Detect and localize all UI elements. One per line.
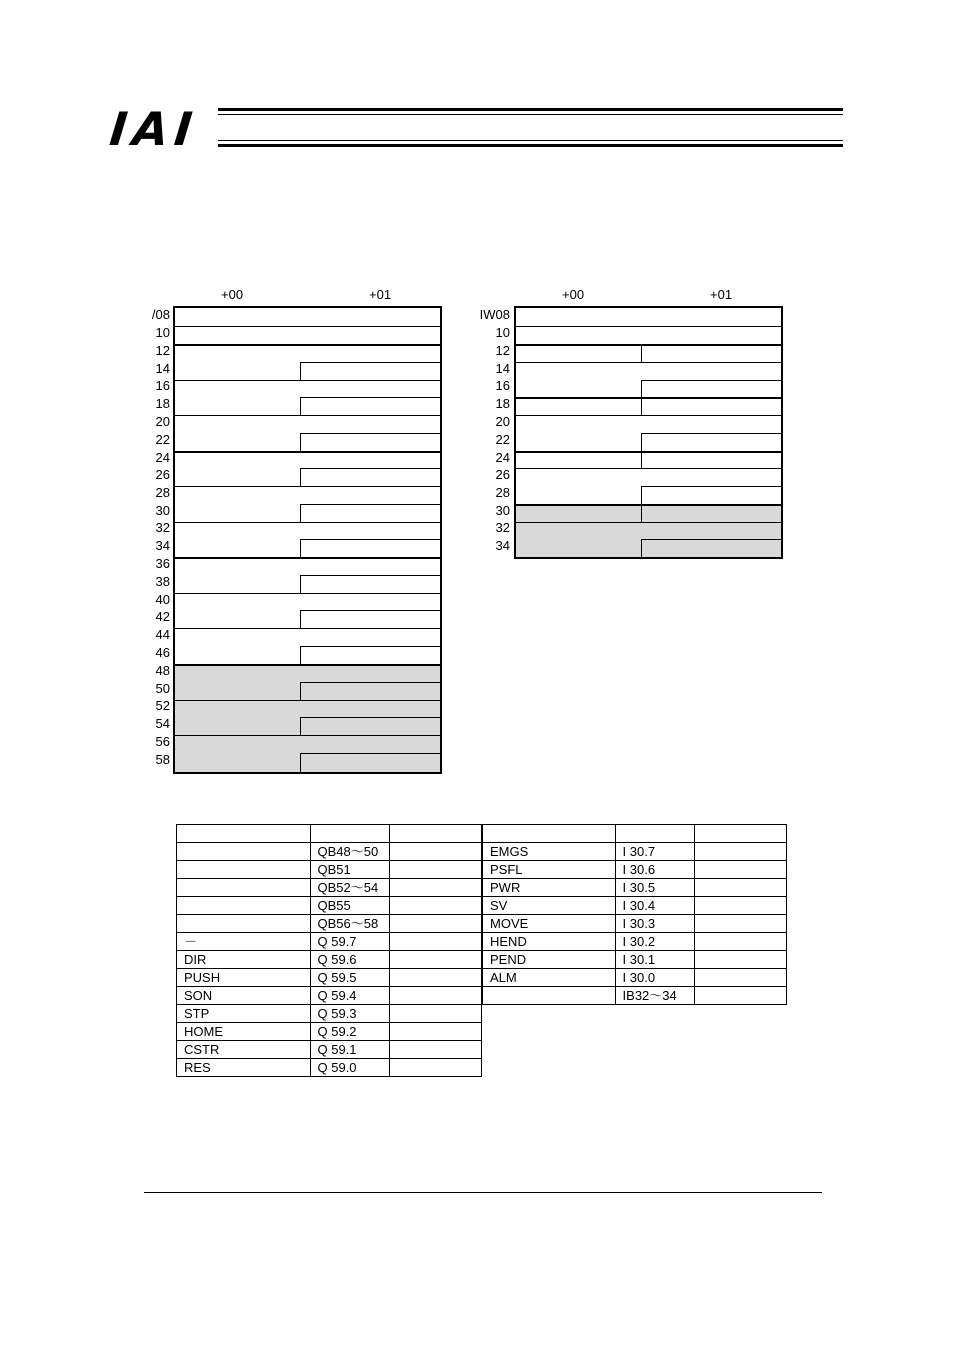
output-row-label: 56 [155, 734, 170, 749]
table-cell: ALM [483, 969, 616, 987]
output-grid-line [300, 575, 301, 593]
output-grid-line [174, 735, 440, 736]
table-cell: I 30.5 [615, 879, 695, 897]
table-cell [390, 843, 482, 861]
table-cell [390, 1059, 482, 1077]
input-row-label: 22 [495, 432, 510, 447]
output-grid-line [300, 753, 301, 772]
output-row-label: 22 [155, 432, 170, 447]
input-row-label: 20 [495, 414, 510, 429]
input-row-label: 34 [495, 538, 510, 553]
output-grid-line [300, 397, 301, 415]
output-grid-line [300, 610, 440, 611]
table-cell [695, 861, 787, 879]
table-cell [390, 1005, 482, 1023]
output-grid-line [300, 682, 301, 700]
output-row-label: 32 [155, 520, 170, 535]
output-grid-line [174, 593, 440, 594]
output-row-label: 44 [155, 627, 170, 642]
table-cell: Q 59.6 [310, 951, 390, 969]
output-row-label: 20 [155, 414, 170, 429]
table-row [483, 969, 787, 987]
output-row-label: 18 [155, 396, 170, 411]
table-row [483, 879, 787, 897]
table-cell [177, 879, 311, 897]
table-cell [695, 933, 787, 951]
input-row-label: 16 [495, 378, 510, 393]
table-row [177, 969, 482, 987]
table-cell: QB48～50 [310, 843, 390, 861]
output-row-label: 10 [155, 325, 170, 340]
table-cell [695, 987, 787, 1005]
output-grid-line [300, 433, 440, 434]
output-row-label: 42 [155, 609, 170, 624]
output-row-label: 46 [155, 645, 170, 660]
output-grid-line [174, 486, 440, 487]
input-grid-line [641, 539, 781, 540]
table-cell [390, 897, 482, 915]
output-row-label: 38 [155, 574, 170, 589]
table-cell: Q 59.1 [310, 1041, 390, 1059]
output-row-label: 36 [155, 556, 170, 571]
table-cell [695, 843, 787, 861]
output-grid-line [300, 610, 301, 628]
input-grid-line [515, 344, 781, 346]
input-grid-line [515, 504, 781, 506]
header-rule-top [218, 108, 843, 111]
table-cell [177, 897, 311, 915]
input-grid-line [641, 380, 781, 381]
table-cell: I 30.3 [615, 915, 695, 933]
output-grid-line [174, 344, 440, 346]
output-grid-line [174, 522, 440, 523]
input-grid-line [515, 415, 781, 416]
table-cell [390, 1041, 482, 1059]
input-row-label: 24 [495, 450, 510, 465]
input-grid-line [641, 380, 642, 398]
output-row-label: 28 [155, 485, 170, 500]
input-row-label: 32 [495, 520, 510, 535]
output-grid-line [174, 326, 440, 327]
table-cell [390, 951, 482, 969]
table-cell: I 30.2 [615, 933, 695, 951]
output-grid-line [174, 451, 440, 453]
input-row-label: 18 [495, 396, 510, 411]
table-row [483, 987, 787, 1005]
output-grid-line [174, 700, 440, 701]
input-grid-line [515, 468, 781, 469]
input-row-label: IW08 [479, 307, 510, 322]
table-cell: HEND [483, 933, 616, 951]
output-grid-line [174, 415, 440, 416]
table-cell: I 30.7 [615, 843, 695, 861]
table-row [177, 1041, 482, 1059]
table-cell [177, 825, 311, 843]
footer-rule [144, 1192, 822, 1193]
output-row-label: 50 [155, 681, 170, 696]
output-grid-line [300, 682, 440, 683]
input-row-label: 12 [495, 343, 510, 358]
output-row-label: 16 [155, 378, 170, 393]
output-row-label: 12 [155, 343, 170, 358]
table-cell [695, 897, 787, 915]
output-grid-line [174, 664, 440, 666]
table-cell [390, 879, 482, 897]
table-row [177, 861, 482, 879]
output-col-header-00: +00 [221, 287, 244, 302]
input-grid-line [641, 486, 781, 487]
table-cell: SV [483, 897, 616, 915]
table-cell: PUSH [177, 969, 311, 987]
table-row [177, 1005, 482, 1023]
table-cell: QB55 [310, 897, 390, 915]
output-row-label: 40 [155, 592, 170, 607]
table-cell: STP [177, 1005, 311, 1023]
table-header-row [177, 825, 482, 843]
table-cell [390, 987, 482, 1005]
input-grid-line [641, 451, 642, 469]
output-grid-line [300, 646, 301, 664]
output-signal-table [176, 824, 482, 1077]
table-cell: Q 59.2 [310, 1023, 390, 1041]
output-row-label: 14 [155, 361, 170, 376]
input-row-label: 10 [495, 325, 510, 340]
table-cell [695, 951, 787, 969]
output-col-header-01: +01 [369, 287, 392, 302]
output-grid-line [300, 539, 440, 540]
output-row-label: 34 [155, 538, 170, 553]
output-row-label: 54 [155, 716, 170, 731]
table-cell: Q 59.3 [310, 1005, 390, 1023]
table-cell: QB56～58 [310, 915, 390, 933]
output-map-frame [173, 306, 442, 774]
table-row [483, 933, 787, 951]
table-row [483, 861, 787, 879]
table-cell [695, 825, 787, 843]
table-cell: MOVE [483, 915, 616, 933]
table-row [177, 933, 482, 951]
input-col-header-00: +00 [562, 287, 585, 302]
table-row [483, 897, 787, 915]
input-row-label: 30 [495, 503, 510, 518]
table-cell [390, 969, 482, 987]
input-grid-line [641, 539, 642, 557]
output-grid-line [300, 362, 440, 363]
table-cell [390, 861, 482, 879]
output-row-label: 30 [155, 503, 170, 518]
table-cell: QB52～54 [310, 879, 390, 897]
table-cell: I 30.4 [615, 897, 695, 915]
table-cell [390, 915, 482, 933]
table-cell: I 30.6 [615, 861, 695, 879]
output-grid-line [300, 468, 440, 469]
input-grid-line [515, 522, 781, 523]
output-row-label: 26 [155, 467, 170, 482]
input-grid-line [641, 344, 642, 362]
table-row [483, 843, 787, 861]
output-row-label: 58 [155, 752, 170, 767]
output-grid-line [300, 717, 440, 718]
table-cell: I 30.1 [615, 951, 695, 969]
table-row [483, 915, 787, 933]
output-grid-line [300, 397, 440, 398]
output-row-label: 52 [155, 698, 170, 713]
output-row-label: /08 [151, 307, 170, 322]
table-header-row [483, 825, 787, 843]
table-cell [177, 843, 311, 861]
output-grid-line [300, 504, 301, 522]
table-cell: IB32～34 [615, 987, 695, 1005]
table-cell [390, 1023, 482, 1041]
table-cell: － [177, 933, 311, 951]
output-grid-line [300, 539, 301, 557]
input-row-label: 26 [495, 467, 510, 482]
table-cell [695, 879, 787, 897]
input-grid-line [641, 397, 642, 415]
input-grid-line [641, 433, 642, 451]
output-grid-line [300, 504, 440, 505]
input-row-label: 28 [495, 485, 510, 500]
output-grid-line [300, 753, 440, 754]
table-row [177, 915, 482, 933]
input-grid-line [515, 397, 781, 399]
table-cell: PEND [483, 951, 616, 969]
table-cell: I 30.0 [615, 969, 695, 987]
table-row [177, 1023, 482, 1041]
table-cell [695, 915, 787, 933]
input-grid-line [641, 486, 642, 504]
table-cell [483, 987, 616, 1005]
table-cell: PSFL [483, 861, 616, 879]
table-cell: PWR [483, 879, 616, 897]
output-row-label: 24 [155, 450, 170, 465]
table-cell [390, 825, 482, 843]
output-grid-line [174, 628, 440, 629]
input-grid-line [515, 451, 781, 453]
table-cell [695, 969, 787, 987]
output-grid-line [300, 433, 301, 451]
table-row [177, 897, 482, 915]
table-cell: HOME [177, 1023, 311, 1041]
input-col-header-01: +01 [710, 287, 733, 302]
table-row [483, 951, 787, 969]
table-cell [483, 825, 616, 843]
header-rule-mid [218, 114, 843, 115]
output-grid-line [174, 380, 440, 381]
table-row [177, 1059, 482, 1077]
output-grid-line [300, 575, 440, 576]
input-row-label: 14 [495, 361, 510, 376]
table-row [177, 879, 482, 897]
input-grid-line [641, 504, 642, 522]
table-cell: Q 59.7 [310, 933, 390, 951]
table-cell: DIR [177, 951, 311, 969]
table-cell: EMGS [483, 843, 616, 861]
output-grid-line [300, 646, 440, 647]
output-grid-line [300, 362, 301, 380]
table-row [177, 843, 482, 861]
output-grid-line [300, 468, 301, 486]
header-rule-low [218, 140, 843, 141]
table-row [177, 987, 482, 1005]
table-cell [177, 915, 311, 933]
output-row-label: 48 [155, 663, 170, 678]
input-signal-table [482, 824, 787, 1005]
input-grid-line [641, 433, 781, 434]
table-cell: Q 59.5 [310, 969, 390, 987]
table-cell: QB51 [310, 861, 390, 879]
table-cell: CSTR [177, 1041, 311, 1059]
table-cell [615, 825, 695, 843]
output-grid-line [174, 557, 440, 559]
table-cell [390, 933, 482, 951]
table-cell [310, 825, 390, 843]
table-cell: RES [177, 1059, 311, 1077]
table-cell: Q 59.0 [310, 1059, 390, 1077]
header-rule-bottom [218, 144, 843, 147]
table-cell: Q 59.4 [310, 987, 390, 1005]
iai-logo: IAI [107, 102, 201, 156]
output-grid-line [300, 717, 301, 735]
table-row [177, 951, 482, 969]
input-grid-line [515, 326, 781, 327]
input-grid-line [515, 362, 781, 363]
table-cell [177, 861, 311, 879]
table-cell: SON [177, 987, 311, 1005]
